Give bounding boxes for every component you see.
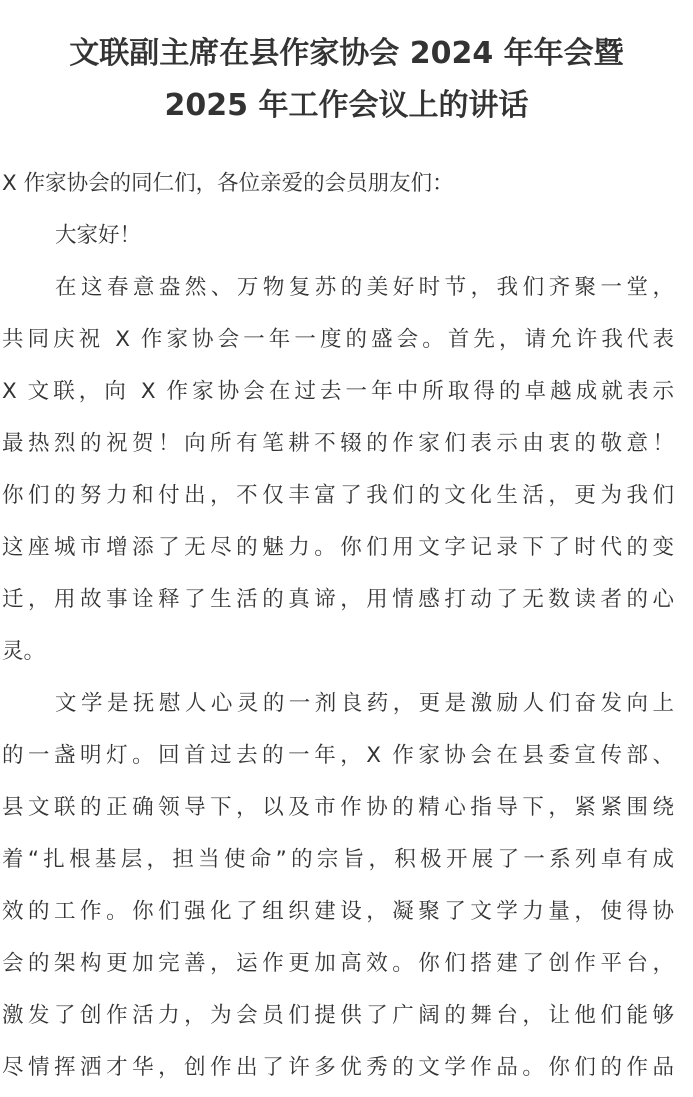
paragraph-2-line: 效的工作。你们强化了组织建设，凝聚了文学力量，使得协 — [2, 899, 674, 924]
salutation — [2, 158, 674, 210]
paragraph-2-line: 的一盏明灯。回首过去的一年，X 作家协会在县委宣传部、 — [2, 743, 674, 768]
paragraph-2 — [2, 678, 674, 1094]
paragraph-1-line: 灵。 — [2, 639, 46, 664]
paragraph-2-line: 文学是抚慰人心灵的一剂良药，更是激励人们奋发向上 — [55, 691, 674, 716]
paragraph-1-line: 在这春意盎然、万物复苏的美好时节，我们齐聚一堂， — [55, 275, 674, 300]
paragraph-2-line: 县文联的正确领导下，以及市作协的精心指导下，紧紧围绕 — [2, 795, 674, 820]
greeting-line: 大家好！ — [55, 223, 142, 248]
paragraph-2-line: 激发了创作活力，为会员们提供了广阔的舞台，让他们能够 — [2, 1003, 674, 1028]
document-body — [2, 158, 674, 1094]
salutation-line: X 作家协会的同仁们，各位亲爱的会员朋友们： — [2, 171, 454, 196]
paragraph-1-line: 这座城市增添了无尽的魅力。你们用文字记录下了时代的变 — [2, 535, 674, 560]
greeting — [2, 210, 674, 262]
paragraph-1 — [2, 262, 674, 678]
document-title — [0, 28, 693, 132]
paragraph-1-line: 迁，用故事诠释了生活的真谛，用情感打动了无数读者的心 — [2, 587, 674, 612]
title-line-1: 文联副主席在县作家协会 2024 年年会暨 — [69, 36, 624, 71]
paragraph-1-line: X 文联，向 X 作家协会在过去一年中所取得的卓越成就表示 — [2, 379, 674, 404]
paragraph-1-line: 你们的努力和付出，不仅丰富了我们的文化生活，更为我们 — [2, 483, 674, 508]
title-line-2: 2025 年工作会议上的讲话 — [164, 88, 529, 123]
paragraph-1-line: 共同庆祝 X 作家协会一年一度的盛会。首先，请允许我代表 — [2, 327, 674, 352]
paragraph-1-line: 最热烈的祝贺！向所有笔耕不辍的作家们表示由衷的敬意！ — [2, 431, 674, 456]
paragraph-2-line: 会的架构更加完善，运作更加高效。你们搭建了创作平台， — [2, 951, 674, 976]
paragraph-2-line: 着“扎根基层，担当使命”的宗旨，积极开展了一系列卓有成 — [2, 847, 674, 872]
paragraph-2-line: 尽情挥洒才华，创作出了许多优秀的文学作品。你们的作品 — [2, 1055, 674, 1080]
